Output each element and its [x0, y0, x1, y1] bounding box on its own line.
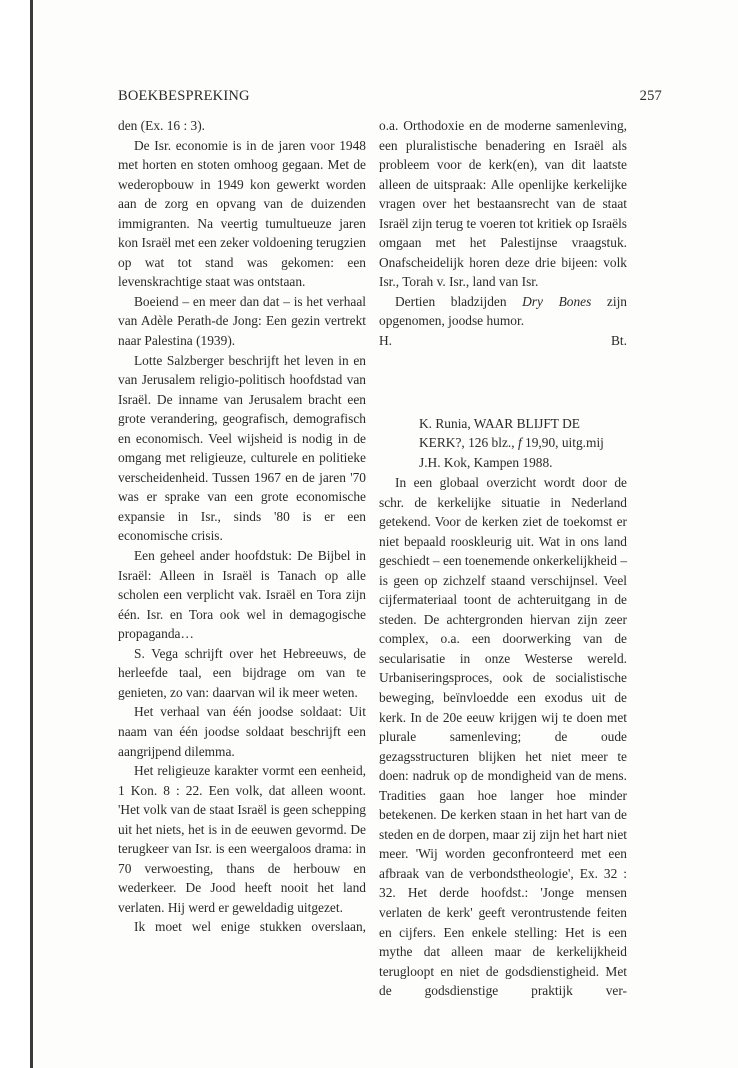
- right-column: [379, 116, 627, 1001]
- paragraph: S. Vega schrijft over het Hebreeuws, de herleefde taal, een bijdrage om van te genieten, zo van: daarvan wil ik meer weten.: [118, 645, 366, 700]
- florin-sign: f: [517, 435, 522, 451]
- text-run: 19,90, uitg.mij: [521, 435, 604, 451]
- review-details: [419, 433, 627, 453]
- review-author-title: K. Runia, WAAR BLIJFT DE: [419, 415, 580, 431]
- paragraph: Lotte Salzberger beschrijft het leven in en van Jerusalem religio-politisch hoofdstad van Israël. De inname van Jerusalem bracht een grote verandering, geografisch, demografisch en economisch. Veel wijsheid is nodig in de omgang met religieuze, culturele en politieke verscheidenheid. Tussen 1967 en de jaren '70 was er sprake van een grote economische expansie in Isr., sinds '80 is er een economische crisis.: [118, 352, 366, 544]
- review-heading: [379, 414, 627, 473]
- scan-edge: [0, 0, 34, 1068]
- paragraph: Een geheel ander hoofdstuk: De Bijbel in Israël: Alleen in Israël is Tanach op alle scholen een verplicht vak. Israël en Tora zijn één. Isr. en Tora ook wel in demagogische propaganda…: [118, 548, 366, 642]
- paragraph: den (Ex. 16 : 3).: [118, 118, 206, 133]
- paragraph: Het verhaal van één joodse soldaat: Uit naam van één joodse soldaat beschrijft een aangrijpend dilemma.: [118, 704, 366, 759]
- paragraph: Boeiend – en meer dan dat – is het verhaal van Adèle Perath-de Jong: Een gezin vertrekt naar Palestina (1939).: [118, 293, 366, 349]
- left-column: [118, 116, 366, 937]
- review-publisher: J.H. Kok, Kampen 1988.: [419, 455, 553, 471]
- signature-left: H.: [379, 333, 393, 349]
- text-run: Dertien bladzijden: [395, 293, 523, 309]
- signature-right: Bt.: [611, 333, 627, 349]
- book-title-italic: Dry Bones: [522, 293, 592, 309]
- text-run: zijn opgenomen, joodse humor.: [379, 293, 627, 329]
- paragraph: Ik moet wel enige stukken overslaan,: [134, 919, 366, 935]
- paragraph: In een globaal overzicht wordt door de schr. de kerkelijke situatie in Nederland getekend. Voor de kerken ziet de toekomst er niet bepaald rooskleurig uit. Wat in ons land geschiedt – een toenemende onkerkelijkheid – is geen op zichzelf staand verschijnsel. Veel cijfermateriaal toont de achteruitgang in de steden. De achtergronden hiervan zijn zeer complex, o.a. een doorwerking van de secularisatie in onze Westerse wereld. Urbaniseringsproces, ook de socialistische beweging, beïnvloedde een exodus uit de kerk. In de 20e eeuw krijgen wij te doen met plurale samenleving; de oude gezagsstructuren blijken het niet meer te doen: nadruk op de mondigheid van de mens. Tradities gaan hoe langer hoe minder betekenen. De kerken staan in het hart van de steden en de dorpen, maar zij zijn het hart niet meer. 'Wij worden geconfronteerd met een afbraak van de verbondstheologie', Ex. 32 : 32. Het derde hoofdst.: 'Jonge mensen verlaten de kerk' geeft verontrustende feiten en cijfers. Een enkele stelling: Het is een mythe dat alleen maar de kerkelijkheid terugloopt en niet de godsdienstigheid. Met de godsdienstige praktijk ver-: [379, 474, 628, 999]
- page-number: 257: [639, 88, 662, 104]
- section-title: BOEKBESPREKING: [118, 88, 250, 104]
- review-signature: [379, 331, 627, 351]
- paragraph: Het religieuze karakter vormt een eenheid, 1 Kon. 8 : 22. Een volk, dat alleen woont. 'Het volk van de staat Israël is geen schepping uit het niets, het is in de eeuwen gevormd. De terugkeer van Isr. is een weergaloos drama: in 70 verwoesting, thans de herbouw en wederkeer. De Jood heeft nooit het land verlaten. Hij werd er geweldadig uitgezet.: [118, 763, 366, 915]
- paragraph: o.a. Orthodoxie en de moderne samenleving, een pluralistische benadering en Israël als probleem voor de kerk(en), van dit laatste alleen de uitspraak: Alle openlijke kerkelijke vragen over het bestaansrecht van de staat Israël zijn terug te voeren tot kritiek op Israëls omgaan met het Palestijnse vraagstuk. Onafscheidelijk horen deze drie bijeen: volk Isr., Torah v. Isr., land van Isr.: [379, 118, 627, 290]
- text-run: KERK?, 126 blz.,: [419, 435, 518, 451]
- running-header: [118, 88, 662, 105]
- book-page: [34, 0, 738, 1068]
- paragraph: De Isr. economie is in de jaren voor 1948 met horten en stoten omhoog gegaan. Met de wederopbouw in 1949 kon gewerkt worden aan de zorg en opvang van de duizenden immigranten. Na veertig tumultueuze jaren kon Israël met een zeker voldoening terugzien op wat tot stand was gekomen: een levenskrachtige staat was ontstaan.: [118, 137, 366, 290]
- paragraph: [379, 292, 627, 331]
